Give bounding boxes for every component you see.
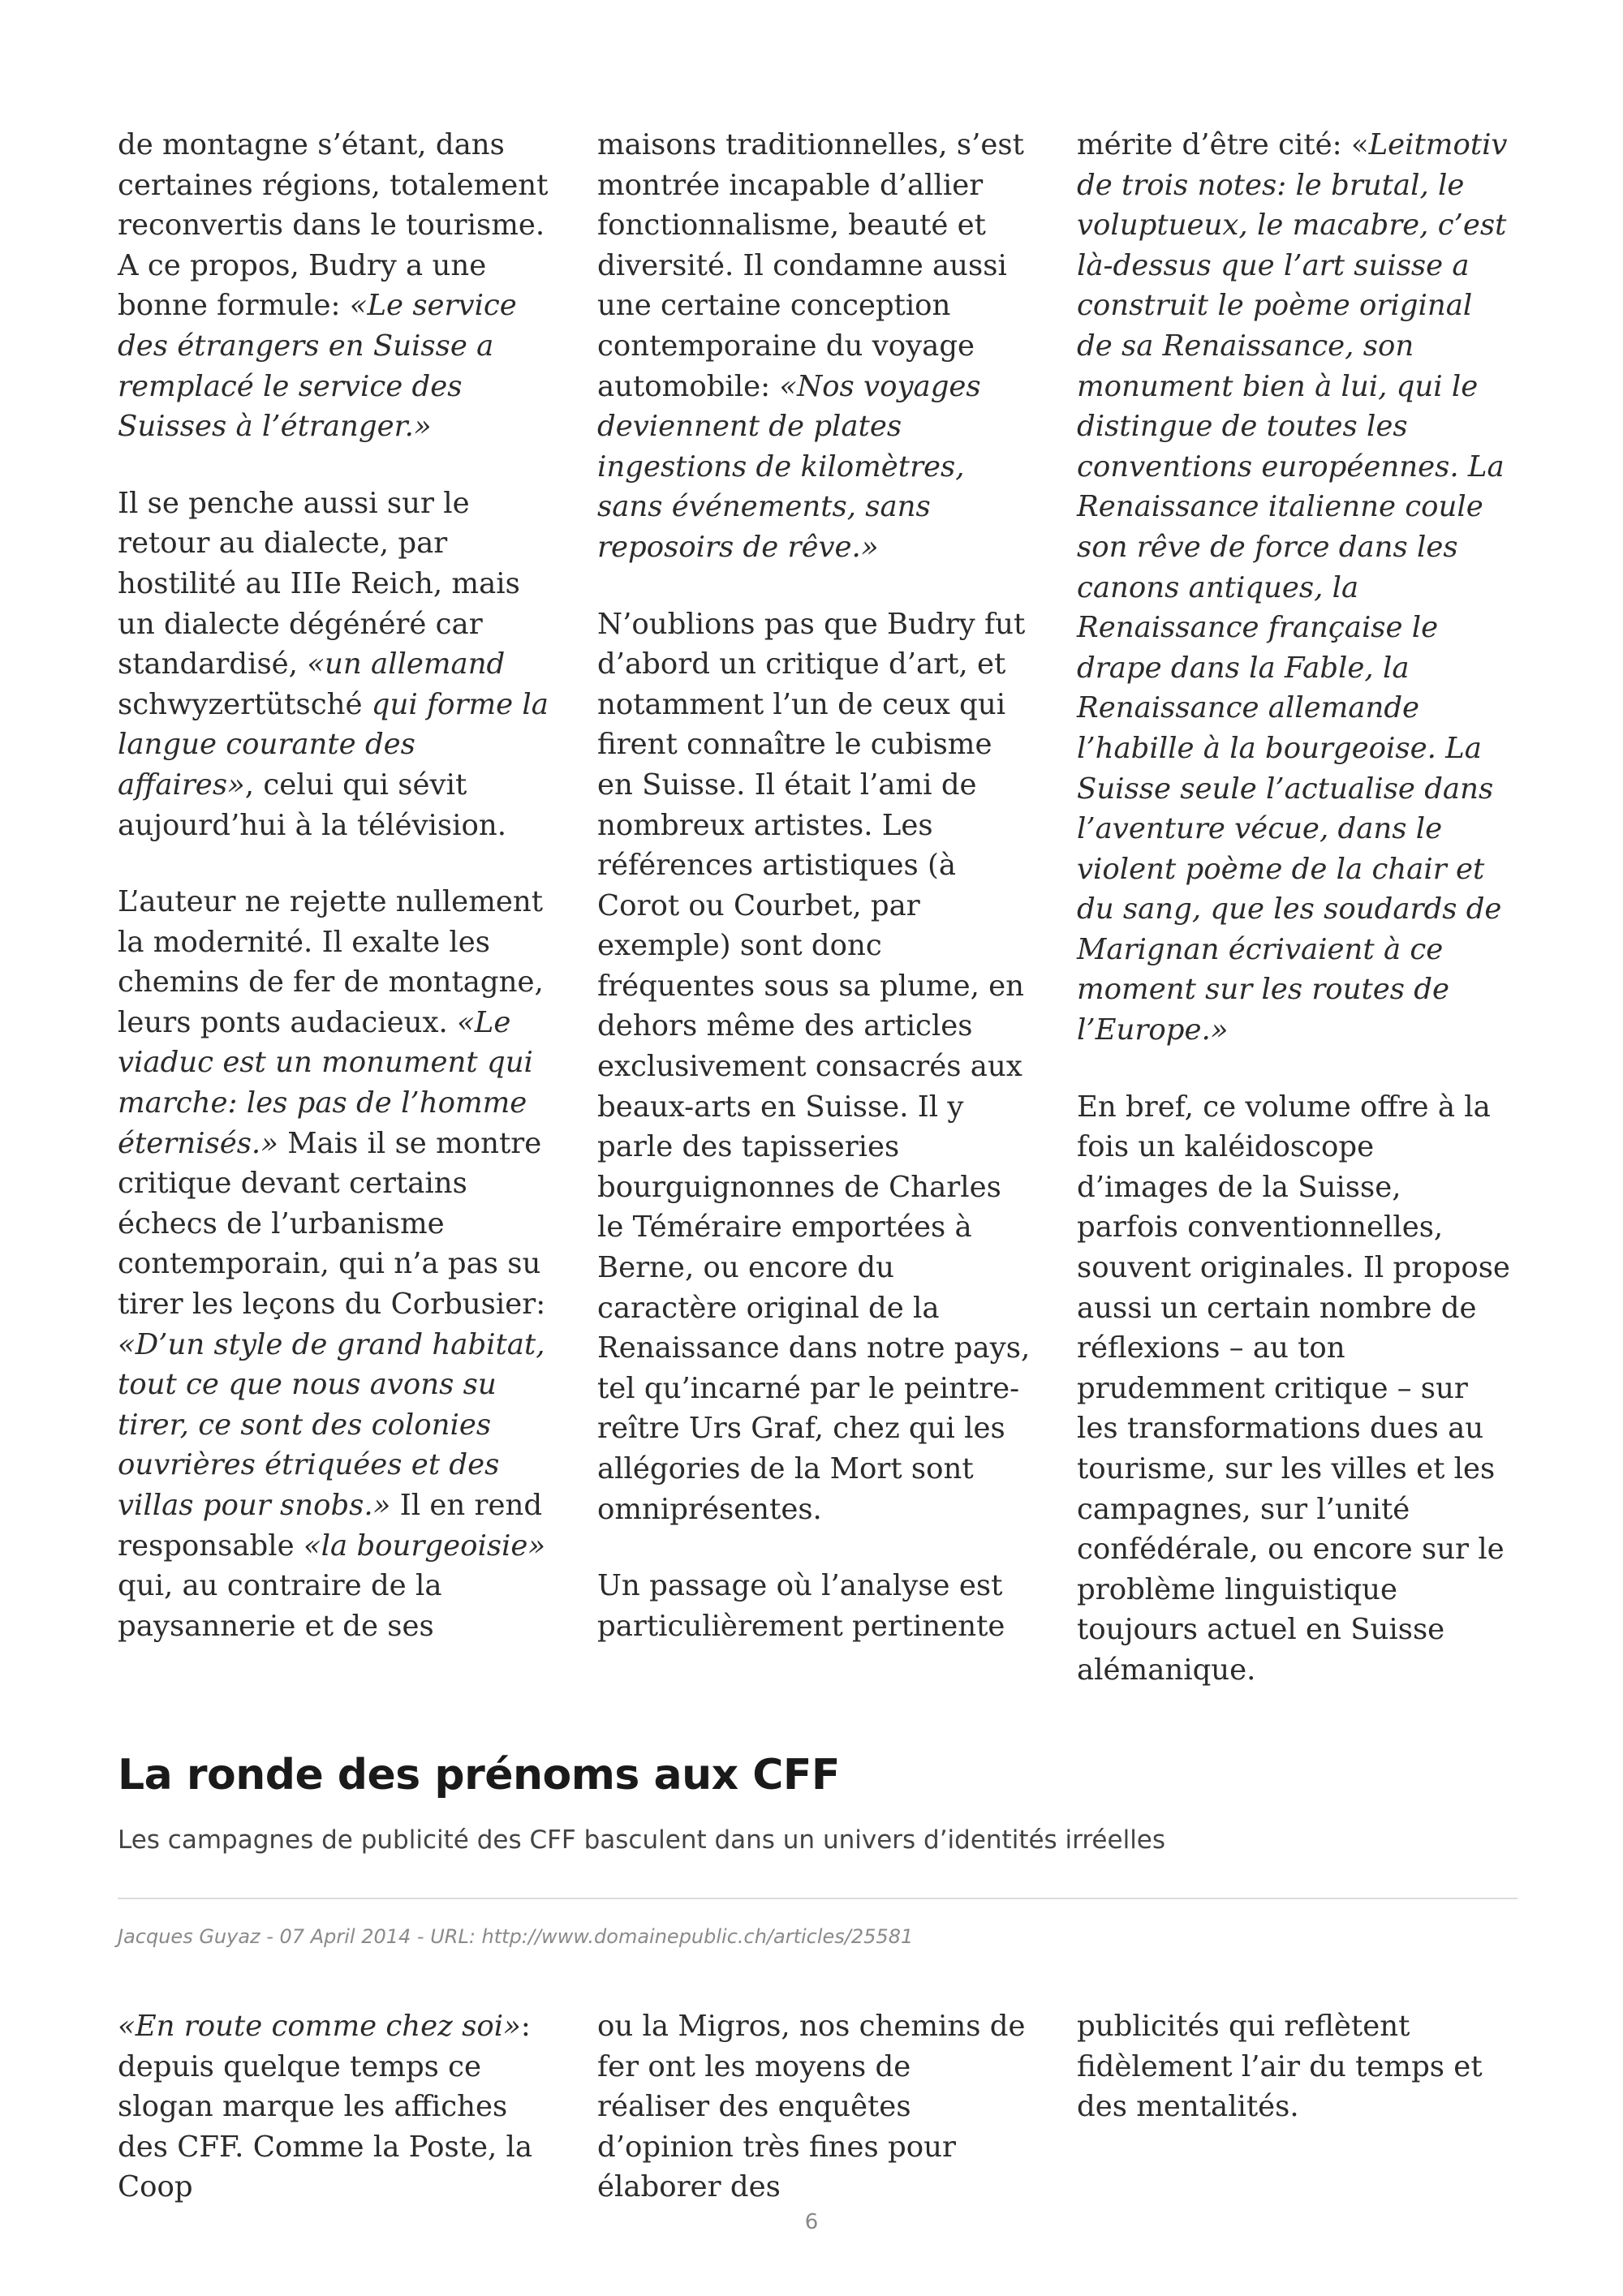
column-2 (597, 125, 1031, 1691)
paragraph: publicités qui reflètent fidèlement l’air du temps et des mentalités. (1077, 2010, 1483, 2124)
column-1 (118, 2006, 552, 2208)
paragraph: L’auteur ne rejette nullement la modernité. Il exalte les chemins de fer de montagne, leurs ponts audacieux. «Le viaduc est un monument qui marche: les pas de l’homme éternisés.» Mais il se montre critique devant certains échecs de l’urbanisme contemporain, qui n’a pas su tirer les leçons du Corbusier: «D’un style de grand habitat, tout ce que nous avons su tirer, ce sont des colonies ouvrières étriquées et des villas pour snobs.» Il en rend responsable «la bourgeoisie» qui, au contraire de la paysannerie et de ses (118, 885, 546, 1643)
quote: «la bourgeoisie» (303, 1529, 546, 1563)
column-3 (1077, 125, 1511, 1691)
quote: «un allemand (307, 647, 506, 681)
paragraph: Un passage où l’analyse est particulièrement pertinente (597, 1569, 1005, 1643)
quote: «Nos voyages deviennent de plates ingestions de kilomètres, sans événements, sans reposoirs de rêve.» (597, 369, 981, 564)
paragraph: N’oublions pas que Budry fut d’abord un critique d’art, et notamment l’un de ceux qui firent connaître le cubisme en Suisse. Il était l’ami de nombreux artistes. Les références artistiques (à Corot ou Courbet, par exemple) sont donc fréquentes sous sa plume, en dehors même des articles exclusivement consacrés aux beaux-arts en Suisse. Il y parle des tapisseries bourguignonnes de Charles le Téméraire emportées à Berne, ou encore du caractère original de la Renaissance dans notre pays, tel qu’incarné par le peintre-reître Urs Graf, chez qui les allégories de la Mort sont omniprésentes. (597, 607, 1031, 1526)
paragraph: maisons traditionnelles, s’est montrée incapable d’allier fonctionnalisme, beauté et diversité. Il condamne aussi une certaine conception contemporaine du voyage automobile: «Nos voyages deviennent de plates ingestions de kilomètres, sans événements, sans reposoirs de rêve.» (597, 128, 1024, 564)
column-3 (1077, 2006, 1511, 2208)
paragraph: En bref, ce volume offre à la fois un kaléidoscope d’images de la Suisse, parfois conventionnelles, souvent originales. Il propose aussi un certain nombre de réflexions – au ton prudemment critique – sur les transformations dues au tourisme, sur les villes et les campagnes, sur l’unité confédérale, ou encore sur le problème linguistique toujours actuel en Suisse alémanique. (1077, 1090, 1510, 1687)
paragraph: mérite d’être cité: «Leitmotiv de trois notes: le brutal, le voluptueux, le macabre, c’est là-dessus que l’art suisse a construit le poème original de sa Renaissance, son monument bien à lui, qui le distingue de toutes les conventions européennes. La Renaissance italienne coule son rêve de force dans les canons antiques, la Renaissance française le drape dans la Fable, la Renaissance allemande l’habille à la bourgeoise. La Suisse seule l’actualise dans l’aventure vécue, dans le violent poème de la chair et du sang, que les soudards de Marignan écrivaient à ce moment sur les routes de l’Europe.» (1077, 128, 1508, 1047)
quote: «Le service des étrangers en Suisse a remplacé le service des Suisses à l’étranger.» (118, 289, 517, 444)
quote: «En route comme chez soi» (118, 2010, 521, 2043)
column-1 (118, 125, 552, 1691)
quote: «D’un style de grand habitat, tout ce que nous avons su tirer, ce sont des colonies ouvrières étriquées et des villas pour snobs.» (118, 1327, 545, 1522)
article-meta: Jacques Guyaz - 07 April 2014 - URL: http://www.domainepublic.ch/articles/25581 (118, 1925, 914, 1948)
article-title: La ronde des prénoms aux CFF (118, 1751, 840, 1799)
column-2 (597, 2006, 1031, 2208)
article-2-body-columns (118, 2006, 1511, 2208)
paragraph: Il se penche aussi sur le retour au dialecte, par hostilité au IIIe Reich, mais un dialecte dégénéré car standardisé, «un allemand schwyzertütsché qui forme la langue courante des affaires», celui qui sévit aujourd’hui à la télévision. (118, 486, 549, 842)
quote: «Le viaduc est un monument qui marche: les pas de l’homme éternisés.» (118, 1005, 533, 1160)
quote: Leitmotiv de trois notes: le brutal, le voluptueux, le macabre, c’est là-dessus que l’art suisse a construit le poème original de sa Renaissance, son monument bien à lui, qui le distingue de toutes les conventions européennes. La Renaissance italienne coule son rêve de force dans les canons antiques, la Renaissance française le drape dans la Fable, la Renaissance allemande l’habille à la bourgeoise. La Suisse seule l’actualise dans l’aventure vécue, dans le violent poème de la chair et du sang, que les soudards de Marignan écrivaient à ce moment sur les routes de l’Europe.» (1077, 128, 1508, 1047)
paragraph: de montagne s’étant, dans certaines régions, totalement reconvertis dans le tourisme. A ce propos, Budry a une bonne formule: «Le service des étrangers en Suisse a remplacé le service des Suisses à l’étranger.» (118, 128, 549, 444)
paragraph: ou la Migros, nos chemins de fer ont les moyens de réaliser des enquêtes d’opinion très fines pour élaborer des (597, 2010, 1026, 2204)
page-number: 6 (804, 2210, 819, 2234)
paragraph: «En route comme chez soi»: depuis quelque temps ce slogan marque les affiches des CFF. Comme la Poste, la Coop (118, 2010, 533, 2204)
divider (118, 1898, 1518, 1899)
quote: qui forme la langue courante des affaires» (118, 687, 549, 802)
article-body-columns (118, 125, 1511, 1691)
article-subtitle: Les campagnes de publicité des CFF basculent dans un univers d’identités irréelles (118, 1825, 1166, 1855)
